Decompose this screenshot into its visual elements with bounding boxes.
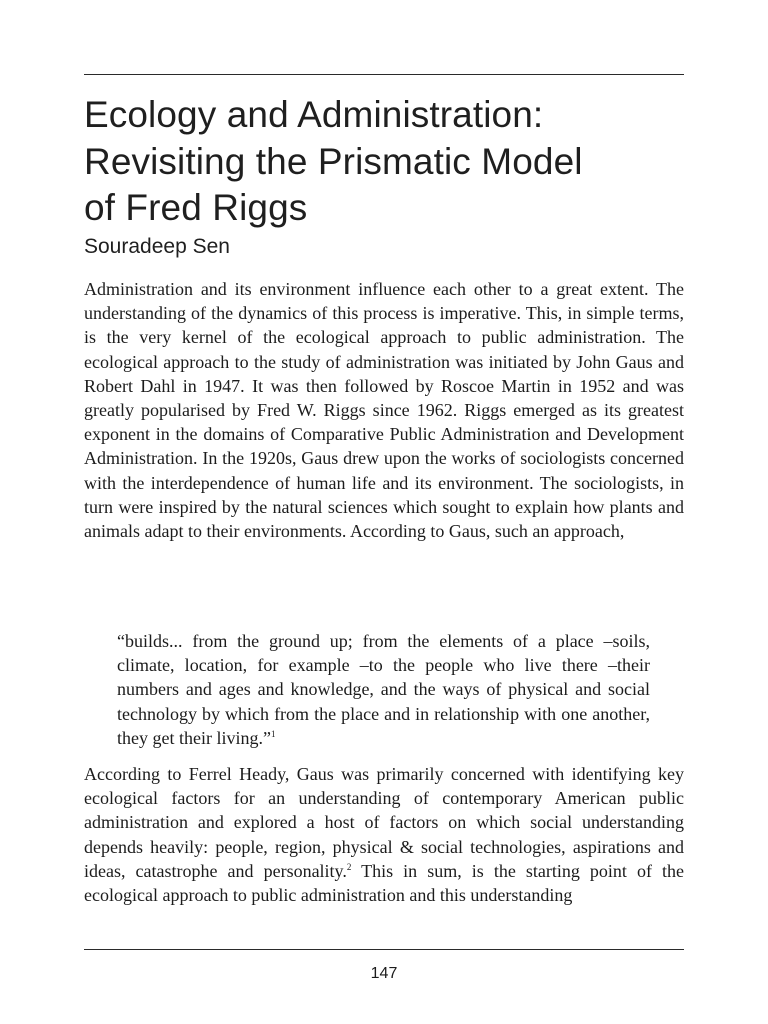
body-paragraph-2-part-1: According to Ferrel Heady, Gaus was primarily concerned with identifying key ecological factors for an understanding of contemporary American public administration and explored a host of factors on which social understanding depends heavily: people, region, physical & social technologies, aspirations and ideas, catastrophe and personality. <box>84 764 684 881</box>
title-line-3: of Fred Riggs <box>84 187 308 228</box>
block-quote-text: “builds... from the ground up; from the elements of a place –soils, climate, location, for example –to the people who live there –their numbers and ages and knowledge, and the ways of physical and social technology by which from the place and in relationship with one another, they get their living.” <box>117 631 650 748</box>
bottom-rule <box>84 949 684 950</box>
title-line-1: Ecology and Administration: <box>84 94 544 135</box>
body-paragraph-2-part-2: This in sum, is the starting point of the ecological approach to public administration and this understanding <box>84 860 685 906</box>
journal-page <box>84 0 684 1024</box>
article-title <box>84 92 684 232</box>
title-line-2: Revisiting the Prismatic Model <box>84 140 583 182</box>
top-rule <box>84 74 684 75</box>
author-name: Souradeep Sen <box>84 235 230 258</box>
body-paragraph-1: Administration and its environment influence each other to a great extent. The understanding of the dynamics of this process is imperative. This, in simple terms, is the very kernel of the ecological approach to public administration. The ecological approach to the study of administration was initiated by John Gaus and Robert Dahl in 1947. It was then followed by Roscoe Martin in 1952 and was greatly popularised by Fred W. Riggs since 1962. Riggs emerged as its greatest exponent in the domains of Comparative Public Administration and Development Administration. In the 1920s, Gaus drew upon the works of sociologists concerned with the interdependence of human life and its environment. The sociologists, in turn were inspired by the natural sciences which sought to explain how plants and animals adapt to their environments. According to Gaus, such an approach, <box>84 279 684 542</box>
body-paragraph-2 <box>84 762 684 907</box>
page-number: 147 <box>370 965 398 982</box>
footnote-marker-2: 2 <box>346 861 352 872</box>
block-quote <box>117 629 650 750</box>
footnote-marker-1: 1 <box>270 728 276 739</box>
